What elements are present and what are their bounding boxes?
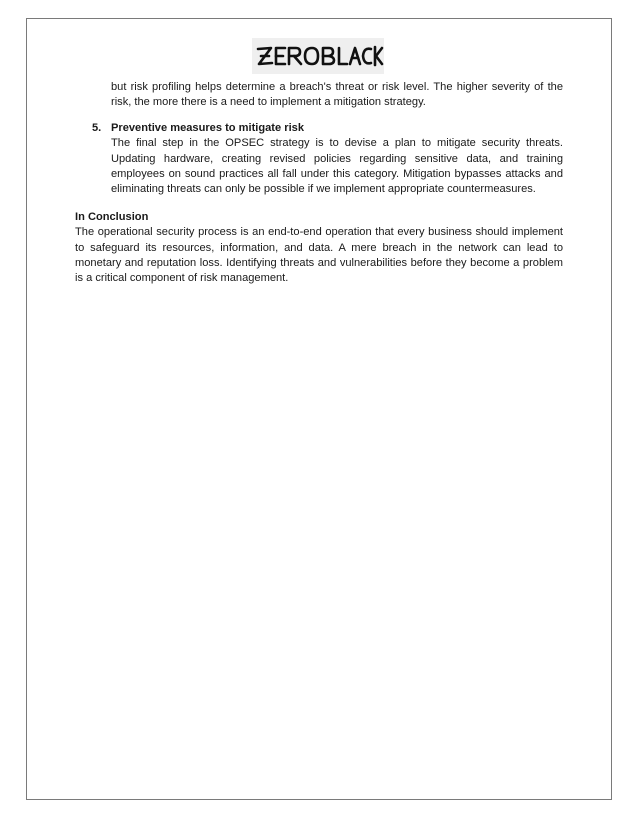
list-item-body: The final step in the OPSEC strategy is to devise a plan to mitigate security threats. Updating hardware, creating revised policies regarding sensitive data, and training employees on sound practices all fall under this category. Mitigation bypasses attacks and eliminating threats can only be possible if we implement appropriate countermeasures. [111,137,563,196]
continued-paragraph: but risk profiling helps determine a breach's threat or risk level. The higher severity of the risk, the more there is a need to implement a mitigation strategy. [111,81,563,109]
list-item-number: 5. [92,121,102,134]
conclusion-heading: In Conclusion [75,210,149,223]
list-item-title: Preventive measures to mitigate risk [111,121,304,134]
zeroblack-logo-mark [252,38,384,74]
list-item-5 [75,121,563,198]
conclusion-body: The operational security process is an end-to-end operation that every business should implement to safeguard its resources, information, and data. A mere breach in the network can lead to monetary and reputation loss. Identifying threats and vulnerabilities before they become a problem is a critical component of risk management. [75,226,563,285]
document-body [75,80,563,287]
zeroblack-logo [252,38,384,74]
